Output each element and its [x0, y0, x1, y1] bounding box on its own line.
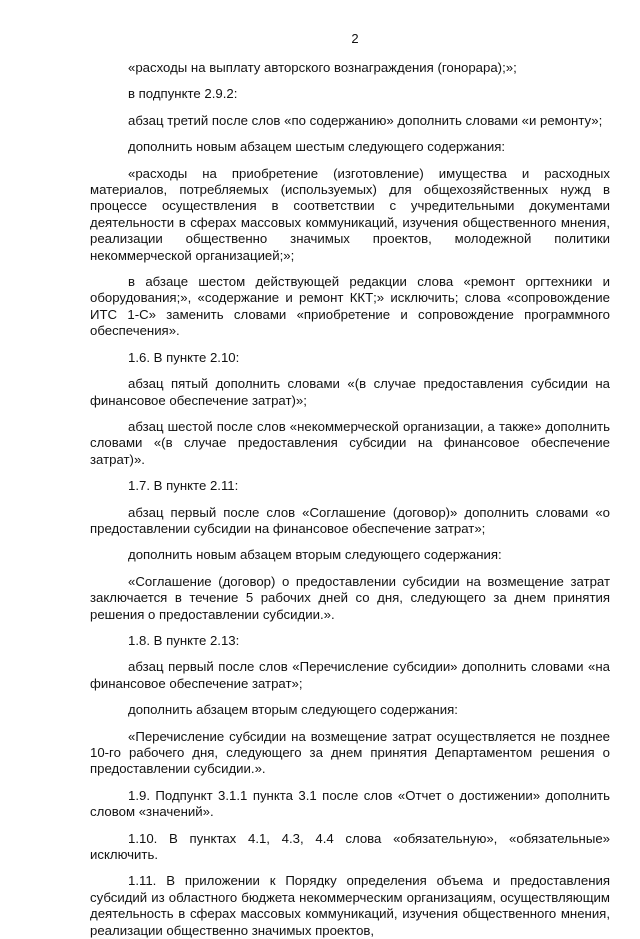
- paragraph-7: 1.6. В пункте 2.10:: [128, 349, 240, 365]
- paragraph-19: 1.10. В пунктах 4.1, 4.3, 4.4 слова «обязательную», «обязательные» исключить.: [90, 830, 610, 863]
- paragraph-17: «Перечисление субсидии на возмещение затрат осуществляется не позднее 10-го рабочего дня, следующего за днем принятия Департаментом решения о предоставлении субсидии.».: [90, 728, 610, 777]
- paragraph-12: дополнить новым абзацем вторым следующего содержания:: [128, 547, 502, 563]
- paragraph-16: дополнить абзацем вторым следующего содержания:: [128, 702, 458, 718]
- paragraph-5: «расходы на приобретение (изготовление) имущества и расходных материалов, потребляемых (используемых) для общехозяйственных нужд в процессе осуществления в соответствии с учредительными документами деятельности в сферах массовых коммуникаций, изучения общественного мнения, реализации общественно значимых проектов, молодежной политики некоммерческой организацией;»;: [90, 165, 610, 263]
- paragraph-18: 1.9. Подпункт 3.1.1 пункта 3.1 после слов «Отчет о достижении» дополнить словом «значений».: [90, 787, 610, 820]
- paragraph-4: дополнить новым абзацем шестым следующего содержания:: [128, 139, 505, 155]
- paragraph-8: абзац пятый дополнить словами «(в случае предоставления субсидии на финансовое обеспечение затрат)»;: [90, 376, 610, 408]
- paragraph-10: 1.7. В пункте 2.11:: [128, 478, 239, 494]
- paragraph-1: «расходы на выплату авторского вознаграждения (гонорара);»;: [128, 60, 517, 75]
- paragraph-11: абзац первый после слов «Соглашение (договор)» дополнить словами «о предоставлении субсидии на финансовое обеспечение затрат»;: [90, 504, 610, 536]
- paragraph-13: «Соглашение (договор) о предоставлении субсидии на возмещение затрат заключается в течение 5 рабочих дней со дня, следующего за днем принятия решения о предоставлении субсидии.».: [90, 573, 610, 622]
- page-number: 2: [351, 31, 359, 46]
- paragraph-6: в абзаце шестом действующей редакции слова «ремонт оргтехники и оборудования;», «содержание и ремонт ККТ;» исключить; слова «сопровождение ИТС 1-С» заменить словами «приобретение и сопровождение программного обеспечения».: [90, 274, 610, 339]
- paragraph-2: в подпункте 2.9.2:: [128, 86, 238, 102]
- paragraph-3: абзац третий после слов «по содержанию» дополнить словами «и ремонту»;: [128, 112, 603, 128]
- paragraph-9: абзац шестой после слов «некоммерческой организации, а также» дополнить словами «(в случае предоставления субсидии на финансовое обеспечение затрат)».: [90, 418, 610, 467]
- paragraph-14: 1.8. В пункте 2.13:: [128, 632, 240, 648]
- paragraph-15: абзац первый после слов «Перечисление субсидии» дополнить словами «на финансовое обеспечение затрат»;: [90, 659, 610, 691]
- paragraph-20: 1.11. В приложении к Порядку определения объема и предоставления субсидий из областного бюджета некоммерческим организациям, осуществляющим деятельность в сферах массовых коммуникаций, изучения общественного мнения, реализации общественно значимых проектов,: [90, 873, 610, 938]
